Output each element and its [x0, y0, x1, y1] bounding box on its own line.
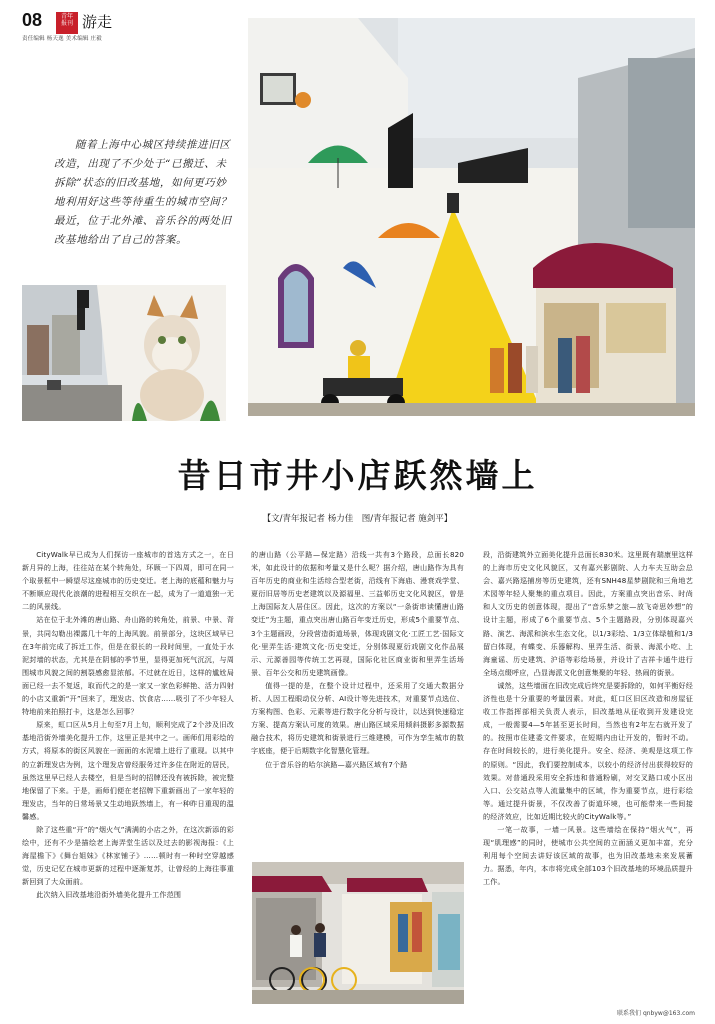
article-column-1 — [22, 548, 234, 902]
hero-mural-photo — [248, 18, 695, 416]
paragraph: 值得一提的是，在整个设计过程中，还采用了交通大数据分析、人因工程眼动仪分析、AI设计等先进技术，对重要节点选位、方案构图、色彩、元素等进行数字化分析与设计，以达到快速稳定方案、提高方案认可度的效果。唐山路区域采用倾斜摄影多源数据融合技术，将历史建筑和街景进行三维建模，可作为孪生城市的数字底座，便于后期数字化智慧化管理。 — [251, 680, 464, 756]
article-column-3 — [483, 548, 693, 888]
cat-mural-photo — [22, 285, 226, 421]
page-number: 08 — [22, 10, 43, 30]
paragraph: 除了这些重“开”的“烟火气”满满的小店之外，在这次新添的彩绘中，还有不少是描绘老上海弄堂生活以及过去的影视海报：《上海屋檐下》《舞台姐妹》《林家铺子》……顿时有一种时空穿越感觉，历史记忆在城市更新的过程中逐渐复苏，让曾经的上海往事重新回到了大众面前。 — [22, 824, 234, 887]
bicycle-mural-photo — [252, 862, 464, 1004]
paragraph: 站在位于北外滩的唐山路、舟山路的转角处，前景、中景、背景，共同勾勒出裸露几十年的上海风貌。前景部分，这块区域早已在3年前完成了拆迁工作，但是在很长的一段时间里，一直处于水泥封墙的状态，尤其是在阴郁的季节里，显得更加死气沉沉，与周围城市风貌之间的割裂感愈显浓郁。不过就在近日，这样的尴尬局面已经一去不复返，取而代之的是一家又一家色彩鲜艳、活力四射的小店又重新“开”回来了，理发店、饮食店……吸引了不少年轻人特地前来拍照打卡，这是怎么回事？ — [22, 615, 234, 717]
editors-credit: 责任编辑 杨天逸 美术编辑 庄毅 — [22, 36, 102, 42]
headline: 昔日市井小店跃然墙上 — [177, 456, 538, 495]
newspaper-logo: 青年 报刊 — [56, 12, 78, 34]
article-column-2 — [251, 548, 464, 771]
paragraph: 位于音乐谷的哈尔滨路—嘉兴路区域有7个路 — [265, 759, 408, 769]
contact-footer: 联系我们 qnbyw@163.com — [617, 1010, 695, 1017]
section-title: 游走 — [82, 13, 113, 31]
intro-paragraph: 随着上海中心城区持续推进旧区改造，出现了不少处于“已搬迁、未拆除”状态的旧改基地，如何更巧妙地利用好这些等待重生的城市空间？最近，位于北外滩、音乐谷的两处旧改基地给出了自己的答案。 — [54, 139, 232, 246]
paragraph: 此次纳入旧改基地沿街外墙美化提升工作范围 — [36, 890, 182, 900]
paragraph: 原来，虹口区从5月上旬至7月上旬，顺利完成了2个涉及旧改基地沿街外墙美化提升工作，这里正是其中之一。画师们用彩绘的方式，将原本的街区风貌在一面面的水泥墙上进行了重现。以其中的立新理发店为例，这个理发店曾经服务过许多住在附近的居民，虽然这里早已经人去楼空，但是当时的招牌还没有被拆除，被完整地保留了下来。于是，画师们便在老招牌下重新画出了一家年轻的理发店，当年的日常场景又生动地跃然墙上，有一种昨日重现的温馨感。 — [22, 720, 234, 821]
paragraph-continued: 的唐山路（公平路—保定路）沿线一共有3个路段，总面长820米，如此设计的依据和考量又是什么呢？据介绍，唐山路作为具有百年历史的商业和生活综合型老街，沿线有下海庙、漫衰戏学堂、夏衍旧居等历史老建筑以及源福里、三益邨历史文化风貌区，曾是上海国际友人居住区。因此，这次的方案以“一条街串读懂唐山路变迁”为主题，重点突出唐山路百年变迁历史，形成5个重要节点、3个主题画段，分段营造街道场景，体现戏剧文化·工匠工艺·国际文化·里弄生活·建筑文化·历史变迁，分别体现夏衍戏剧文化作品展示、元源善园等传统工艺再现，国际化社区商业街和里弄生活场景、百年公交和历史建筑画像。 — [251, 550, 464, 677]
paragraph: 诚然，这些墙面在旧改完成后终究是要拆除的，如何平衡好经济性也是十分重要的考量因素。对此，虹口区旧区改造和房屋征收工作指挥部相关负责人表示，旧改基地从征收到开发建设完成，一般需要4—5年甚至更长时间，当然也有2年左右就开发了的。按照市住建委文件要求，在短期内由让开发的，暂时不动。存在时间较长的，进行美化提升。安全、经济、美观是这项工作的原则。“因此，我们要控制成本，以较小的经济付出获得较好的效果。对普通段采用安全拆违和普通粉刷，对交叉路口或小区出入口、公交站点等人流量集中的区域，作为重要节点，进行彩绘等。通过提升街景，不仅改善了街道环境，也可能带来一些间接的经济效应，比如近期比较火的CityWalk等。” — [483, 680, 693, 821]
paragraph-continued: 段，沿街建筑外立面美化提升总面长830米。这里既有瑞康里这样的上海市历史文化风貌区，又有嘉兴影剧院、人力车夫互助会总会、嘉兴路巡捕房等历史建筑，还有SNH48星梦剧院和三角地艺术园等年轻人聚集的重点项目。因此，方案重点突出音乐、时尚和人文历史的创意体现，提出了“音乐梦之旅—放飞奇思妙想”的设计主题，形成了6个重要节点、5个主题路段，分别体现嘉兴路、演艺、海派和滨水生态文化，以1/3彩绘、1/3立体绿植和1/3留白体现，有蝶变、乐器解构、里弄生活、街景、海派小吃、上海童谣、历史建筑、沪语等彩绘场景，并设计了吉祥卡通牛进行全场点缀呼应，凸显海派文化创意集聚的年轻、热闹的街景。 — [483, 550, 693, 677]
paragraph: 一笔一故事，一墙一风景。这些墙绘在保持“烟火气”，再现“肌理感”的同时，使城市公共空间的立面涵义更加丰富，充分利用每个空间去讲好该区域的故事，也为旧改基地未来发展蓄力。据悉，年内，本市将完成全部103个旧改基地的环境品质提升工作。 — [483, 824, 693, 887]
byline: 【文/青年报记者 杨力佳 图/青年报记者 施剑平】 — [262, 514, 453, 524]
paragraph: CityWalk早已成为人们探访一座城市的首选方式之一，在日新月异的上海，往往站在某个转角处，环顾一下四周，即可在同一个取景框中一瞬望尽这座城市的历史变迁。老上海的底蕴和魅力与不断顺应现代化浪潮的进程相互交织在一起，成为了一道道独一无二的风景线。 — [22, 550, 234, 612]
